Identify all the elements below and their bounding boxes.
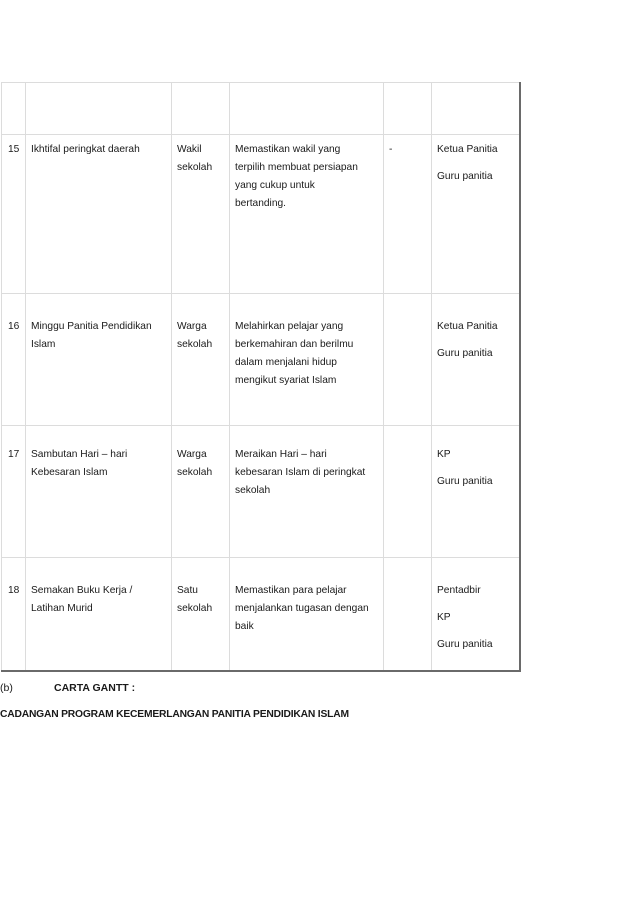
cost-cell <box>384 294 432 426</box>
program-cell <box>26 135 172 294</box>
objective-text: dalam menjalani hidup <box>235 357 337 368</box>
objective-text: bertanding. <box>235 198 286 209</box>
responsible-text: Ketua Panitia <box>437 144 498 155</box>
program-text: Kebesaran Islam <box>31 467 108 478</box>
table-cell <box>230 83 384 135</box>
program-text: Semakan Buku Kerja / <box>31 585 133 596</box>
target-cell <box>172 135 230 294</box>
target-cell <box>172 558 230 672</box>
row-number: 18 <box>8 585 20 596</box>
program-table <box>1 82 521 672</box>
responsible-text: Guru panitia <box>437 348 493 359</box>
responsible-text: Guru panitia <box>437 171 493 182</box>
table-row <box>2 135 520 294</box>
row-number-cell <box>2 558 26 672</box>
objective-text: yang cukup untuk <box>235 180 315 191</box>
table-row <box>2 426 520 558</box>
objective-text: kebesaran Islam di peringkat <box>235 467 366 478</box>
responsible-text: Guru panitia <box>437 476 493 487</box>
target-text: Warga <box>177 449 207 460</box>
program-text: Sambutan Hari – hari <box>31 449 128 460</box>
responsible-cell <box>432 294 520 426</box>
responsible-cell <box>432 135 520 294</box>
objective-text: terpilih membuat persiapan <box>235 162 358 173</box>
responsible-text: KP <box>437 612 451 623</box>
table-cell <box>384 83 432 135</box>
section-subtitle: CADANGAN PROGRAM KECEMERLANGAN PANITIA PENDIDIKAN ISLAM <box>0 709 349 720</box>
row-number: 16 <box>8 321 20 332</box>
objective-cell <box>230 135 384 294</box>
target-text: Warga <box>177 321 207 332</box>
objective-text: mengikut syariat Islam <box>235 375 337 386</box>
responsible-cell <box>432 558 520 672</box>
objective-text: sekolah <box>235 485 271 496</box>
target-text: sekolah <box>177 339 213 350</box>
objective-text: Memastikan wakil yang <box>235 144 341 155</box>
table-cell <box>432 83 520 135</box>
cost-cell <box>384 426 432 558</box>
row-number: 17 <box>8 449 20 460</box>
row-number: 15 <box>8 144 20 155</box>
cost-cell <box>384 558 432 672</box>
table-row <box>2 558 520 672</box>
program-cell <box>26 426 172 558</box>
row-number-cell <box>2 426 26 558</box>
row-number-cell <box>2 294 26 426</box>
responsible-text: Pentadbir <box>437 585 481 596</box>
table-cell <box>2 83 26 135</box>
cost-text: - <box>389 144 393 155</box>
table-cell <box>26 83 172 135</box>
program-cell <box>26 294 172 426</box>
responsible-text: Ketua Panitia <box>437 321 498 332</box>
responsible-text: KP <box>437 449 451 460</box>
objective-text: Meraikan Hari – hari <box>235 449 327 460</box>
objective-text: baik <box>235 621 254 632</box>
target-cell <box>172 426 230 558</box>
section-marker: (b) <box>0 682 13 694</box>
cost-cell <box>384 135 432 294</box>
row-number-cell <box>2 135 26 294</box>
program-text: Latihan Murid <box>31 603 93 614</box>
objective-text: Melahirkan pelajar yang <box>235 321 344 332</box>
objective-text: berkemahiran dan berilmu <box>235 339 354 350</box>
target-text: sekolah <box>177 467 213 478</box>
section-title: CARTA GANTT : <box>54 682 136 694</box>
responsible-cell <box>432 426 520 558</box>
target-text: Wakil <box>177 144 202 155</box>
program-cell <box>26 558 172 672</box>
objective-cell <box>230 558 384 672</box>
target-cell <box>172 294 230 426</box>
objective-text: menjalankan tugasan dengan <box>235 603 369 614</box>
target-text: Satu <box>177 585 198 596</box>
program-text: Minggu Panitia Pendidikan <box>31 321 152 332</box>
objective-cell <box>230 426 384 558</box>
table-row <box>2 294 520 426</box>
table-row-top-partial <box>2 83 520 135</box>
objective-text: Memastikan para pelajar <box>235 585 347 596</box>
program-text: Ikhtifal peringkat daerah <box>31 144 140 155</box>
target-text: sekolah <box>177 162 213 173</box>
responsible-text: Guru panitia <box>437 639 493 650</box>
program-text: Islam <box>31 339 56 350</box>
target-text: sekolah <box>177 603 213 614</box>
objective-cell <box>230 294 384 426</box>
table-cell <box>172 83 230 135</box>
